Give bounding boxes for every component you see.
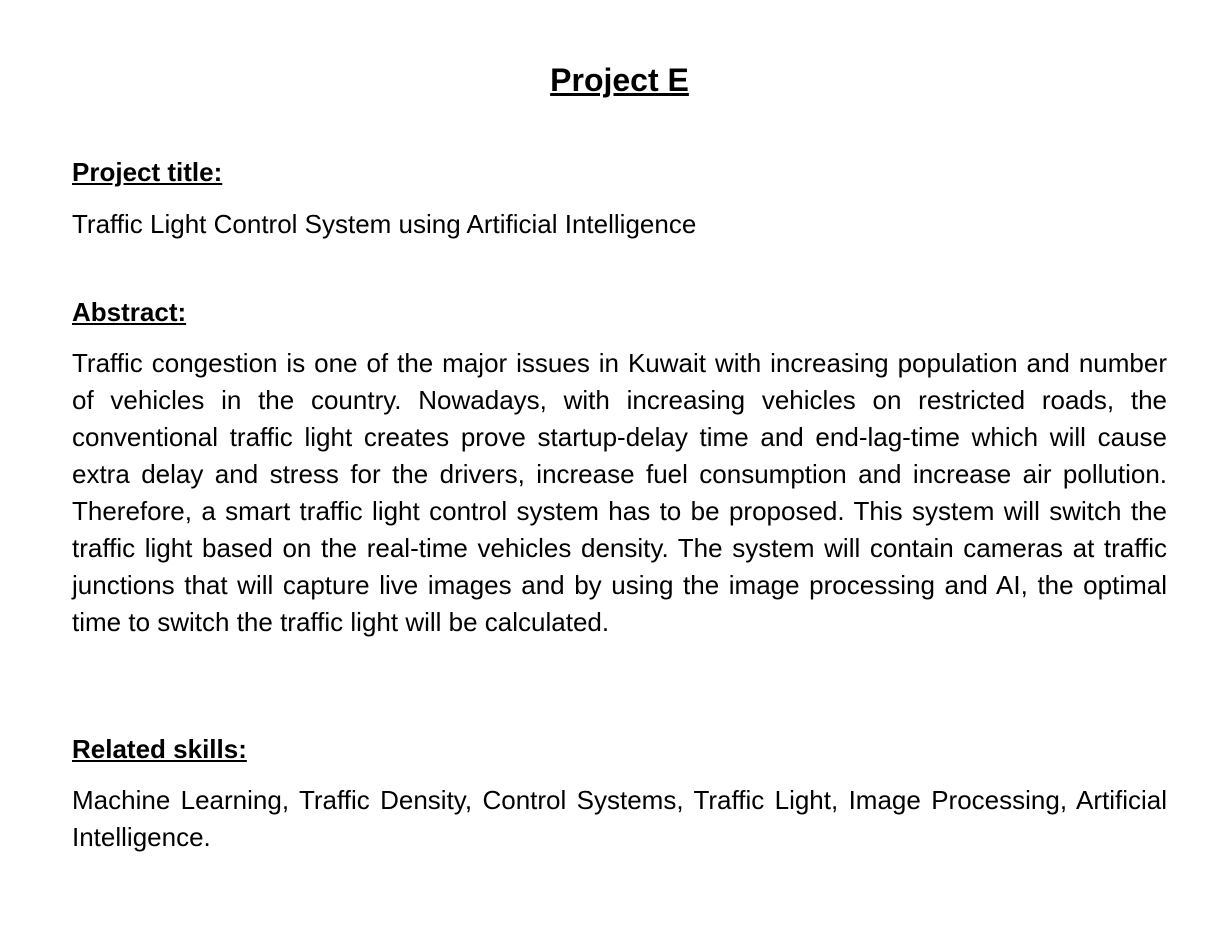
abstract-heading: Abstract: [72,297,187,327]
project-title-text: Traffic Light Control System using Artificial Intelligence [72,209,697,239]
abstract-text: Traffic congestion is one of the major issues in Kuwait with increasing population and number of vehicles in the country. Nowadays, with increasing vehicles on restricted roads, the conventional traffic light creates prove startup-delay time and end-lag-time which will cause extra delay and stress for the drivers, increase fuel consumption and increase air pollution. Therefore, a smart traffic light control system has to be proposed. This system will switch the traffic light based on the real-time vehicles density. The system will contain cameras at traffic junctions that will capture live images and by using the image processing and AI, the optimal time to switch the traffic light will be calculated. [72,348,1167,637]
project-title-heading: Project title: [72,157,223,187]
related-skills-heading: Related skills: [72,734,247,764]
page-title: Project E [550,62,689,98]
related-skills-text: Machine Learning, Traffic Density, Control Systems, Traffic Light, Image Processing, Artificial Intelligence. [72,785,1167,852]
